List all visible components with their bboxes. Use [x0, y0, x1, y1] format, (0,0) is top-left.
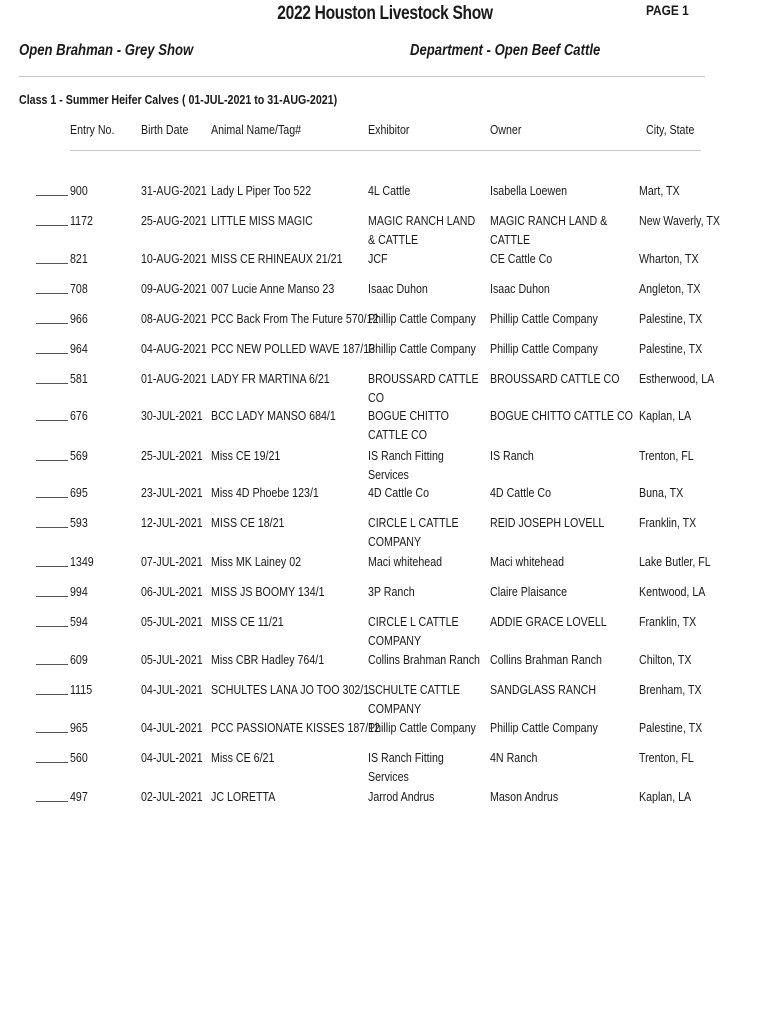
cell-city-state: Buna, TX [639, 485, 684, 500]
cell-city-state: Kentwood, LA [639, 584, 706, 599]
cell-entry-number: 821 [70, 251, 88, 266]
cell-birth-date: 31-AUG-2021 [141, 183, 207, 198]
cell-entry-number: 966 [70, 311, 88, 326]
cell-city-state: Franklin, TX [639, 515, 697, 530]
cell-entry-number: 1115 [70, 682, 93, 697]
cell-city-state: Franklin, TX [639, 614, 697, 629]
cell-exhibitor: Phillip Cattle Company [368, 341, 476, 356]
cell-city-state: Mart, TX [639, 183, 680, 198]
cell-entry-number: 900 [70, 183, 88, 198]
report-title: 2022 Houston Livestock Show [277, 3, 493, 24]
cell-owner: Mason Andrus [490, 789, 559, 804]
cell-exhibitor: 4L Cattle [368, 183, 411, 198]
cell-city-state: Trenton, FL [639, 448, 694, 463]
cell-birth-date: 04-JUL-2021 [141, 682, 203, 697]
cell-entry-number: 964 [70, 341, 88, 356]
cell-city-state: Brenham, TX [639, 682, 702, 697]
cell-birth-date: 07-JUL-2021 [141, 554, 203, 569]
cell-owner: CE Cattle Co [490, 251, 553, 266]
cell-owner: Phillip Cattle Company [490, 311, 598, 326]
cell-owner: REID JOSEPH LOVELL [490, 515, 605, 530]
cell-city-state: Wharton, TX [639, 251, 699, 266]
page-number: PAGE 1 [646, 2, 689, 18]
cell-owner: BOGUE CHITTO CATTLE CO [490, 408, 633, 423]
cell-animal-name: SCHULTES LANA JO TOO 302/1 [211, 682, 370, 697]
cell-animal-name: PCC Back From The Future 570/12 [211, 311, 379, 326]
placing-blank-line [36, 353, 68, 354]
department-name: Department - Open Beef Cattle [410, 42, 601, 59]
cell-birth-date: 30-JUL-2021 [141, 408, 203, 423]
cell-entry-number: 965 [70, 720, 88, 735]
cell-city-state: Palestine, TX [639, 311, 703, 326]
cell-entry-number: 1349 [70, 554, 94, 569]
cell-city-state: Chilton, TX [639, 652, 692, 667]
placing-blank-line [36, 762, 68, 763]
column-header-birth-date: Birth Date [141, 122, 189, 137]
cell-owner: Phillip Cattle Company [490, 341, 598, 356]
show-name: Open Brahman - Grey Show [19, 42, 194, 59]
column-header-entry: Entry No. [70, 122, 115, 137]
cell-animal-name: LADY FR MARTINA 6/21 [211, 371, 330, 386]
cell-city-state: Estherwood, LA [639, 371, 715, 386]
cell-exhibitor: IS Ranch Fitting Services [368, 750, 444, 784]
cell-owner: 4D Cattle Co [490, 485, 552, 500]
cell-animal-name: Miss 4D Phoebe 123/1 [211, 485, 319, 500]
cell-birth-date: 25-AUG-2021 [141, 213, 207, 228]
cell-birth-date: 04-AUG-2021 [141, 341, 207, 356]
cell-exhibitor: BOGUE CHITTO CATTLE CO [368, 408, 449, 442]
placing-blank-line [36, 420, 68, 421]
cell-exhibitor: Maci whitehead [368, 554, 443, 569]
cell-birth-date: 10-AUG-2021 [141, 251, 207, 266]
placing-blank-line [36, 460, 68, 461]
cell-birth-date: 23-JUL-2021 [141, 485, 203, 500]
placing-blank-line [36, 225, 68, 226]
cell-entry-number: 581 [70, 371, 88, 386]
placing-blank-line [36, 664, 68, 665]
cell-animal-name: MISS CE RHINEAUX 21/21 [211, 251, 343, 266]
cell-city-state: Angleton, TX [639, 281, 701, 296]
cell-animal-name: PCC PASSIONATE KISSES 187/12 [211, 720, 381, 735]
cell-birth-date: 05-JUL-2021 [141, 614, 203, 629]
cell-birth-date: 09-AUG-2021 [141, 281, 207, 296]
cell-exhibitor: CIRCLE L CATTLE COMPANY [368, 515, 459, 549]
cell-owner: ADDIE GRACE LOVELL [490, 614, 607, 629]
placing-blank-line [36, 383, 68, 384]
cell-entry-number: 497 [70, 789, 88, 804]
cell-entry-number: 695 [70, 485, 88, 500]
cell-owner: Phillip Cattle Company [490, 720, 598, 735]
cell-entry-number: 994 [70, 584, 88, 599]
placing-blank-line [36, 497, 68, 498]
cell-entry-number: 609 [70, 652, 88, 667]
cell-owner: Isaac Duhon [490, 281, 550, 296]
cell-animal-name: MISS CE 18/21 [211, 515, 285, 530]
cell-birth-date: 08-AUG-2021 [141, 311, 207, 326]
cell-owner: 4N Ranch [490, 750, 538, 765]
cell-entry-number: 708 [70, 281, 88, 296]
cell-exhibitor: 3P Ranch [368, 584, 415, 599]
cell-animal-name: 007 Lucie Anne Manso 23 [211, 281, 335, 296]
column-header-owner: Owner [490, 122, 522, 137]
cell-birth-date: 25-JUL-2021 [141, 448, 203, 463]
cell-city-state: Kaplan, LA [639, 789, 692, 804]
cell-city-state: Kaplan, LA [639, 408, 692, 423]
cell-exhibitor: SCHULTE CATTLE COMPANY [368, 682, 461, 716]
column-header-city: City, State [646, 122, 695, 137]
cell-exhibitor: Isaac Duhon [368, 281, 428, 296]
cell-exhibitor: Phillip Cattle Company [368, 311, 476, 326]
placing-blank-line [36, 566, 68, 567]
cell-owner: Claire Plaisance [490, 584, 568, 599]
placing-blank-line [36, 626, 68, 627]
placing-blank-line [36, 195, 68, 196]
cell-city-state: Palestine, TX [639, 341, 703, 356]
placing-blank-line [36, 801, 68, 802]
cell-city-state: New Waverly, TX [639, 213, 720, 228]
cell-birth-date: 12-JUL-2021 [141, 515, 203, 530]
cell-owner: IS Ranch [490, 448, 534, 463]
placing-blank-line [36, 263, 68, 264]
column-header-exhibitor: Exhibitor [368, 122, 410, 137]
cell-animal-name: LITTLE MISS MAGIC [211, 213, 313, 228]
cell-owner: Isabella Loewen [490, 183, 568, 198]
cell-entry-number: 569 [70, 448, 88, 463]
placing-blank-line [36, 732, 68, 733]
cell-exhibitor: Phillip Cattle Company [368, 720, 476, 735]
cell-exhibitor: MAGIC RANCH LAND & CATTLE [368, 213, 476, 247]
cell-entry-number: 1172 [70, 213, 93, 228]
cell-entry-number: 676 [70, 408, 88, 423]
cell-exhibitor: BROUSSARD CATTLE CO [368, 371, 479, 405]
cell-birth-date: 01-AUG-2021 [141, 371, 207, 386]
cell-entry-number: 560 [70, 750, 88, 765]
cell-animal-name: MISS JS BOOMY 134/1 [211, 584, 325, 599]
cell-exhibitor: CIRCLE L CATTLE COMPANY [368, 614, 459, 648]
cell-animal-name: PCC NEW POLLED WAVE 187/13 [211, 341, 376, 356]
cell-animal-name: Miss CE 19/21 [211, 448, 281, 463]
placing-blank-line [36, 323, 68, 324]
cell-owner: Collins Brahman Ranch [490, 652, 602, 667]
cell-entry-number: 594 [70, 614, 88, 629]
cell-animal-name: BCC LADY MANSO 684/1 [211, 408, 336, 423]
cell-birth-date: 05-JUL-2021 [141, 652, 203, 667]
cell-owner: SANDGLASS RANCH [490, 682, 597, 697]
cell-animal-name: Miss CBR Hadley 764/1 [211, 652, 325, 667]
cell-birth-date: 04-JUL-2021 [141, 720, 203, 735]
header-divider [19, 76, 705, 77]
cell-animal-name: Miss MK Lainey 02 [211, 554, 302, 569]
cell-birth-date: 06-JUL-2021 [141, 584, 203, 599]
cell-exhibitor: Collins Brahman Ranch [368, 652, 480, 667]
cell-exhibitor: JCF [368, 251, 388, 266]
cell-owner: BROUSSARD CATTLE CO [490, 371, 620, 386]
cell-birth-date: 02-JUL-2021 [141, 789, 203, 804]
cell-owner: MAGIC RANCH LAND & CATTLE [490, 213, 608, 247]
cell-birth-date: 04-JUL-2021 [141, 750, 203, 765]
placing-blank-line [36, 293, 68, 294]
cell-exhibitor: 4D Cattle Co [368, 485, 430, 500]
cell-animal-name: Miss CE 6/21 [211, 750, 275, 765]
class-title: Class 1 - Summer Heifer Calves ( 01-JUL-2021 to 31-AUG-2021) [19, 92, 338, 107]
cell-city-state: Palestine, TX [639, 720, 703, 735]
table-header-divider [70, 150, 701, 151]
cell-exhibitor: Jarrod Andrus [368, 789, 435, 804]
cell-animal-name: MISS CE 11/21 [211, 614, 284, 629]
cell-city-state: Lake Butler, FL [639, 554, 711, 569]
cell-city-state: Trenton, FL [639, 750, 694, 765]
placing-blank-line [36, 694, 68, 695]
column-header-animal: Animal Name/Tag# [211, 122, 302, 137]
placing-blank-line [36, 527, 68, 528]
cell-exhibitor: IS Ranch Fitting Services [368, 448, 444, 482]
placing-blank-line [36, 596, 68, 597]
cell-animal-name: Lady L Piper Too 522 [211, 183, 312, 198]
cell-animal-name: JC LORETTA [211, 789, 276, 804]
cell-owner: Maci whitehead [490, 554, 565, 569]
cell-entry-number: 593 [70, 515, 88, 530]
